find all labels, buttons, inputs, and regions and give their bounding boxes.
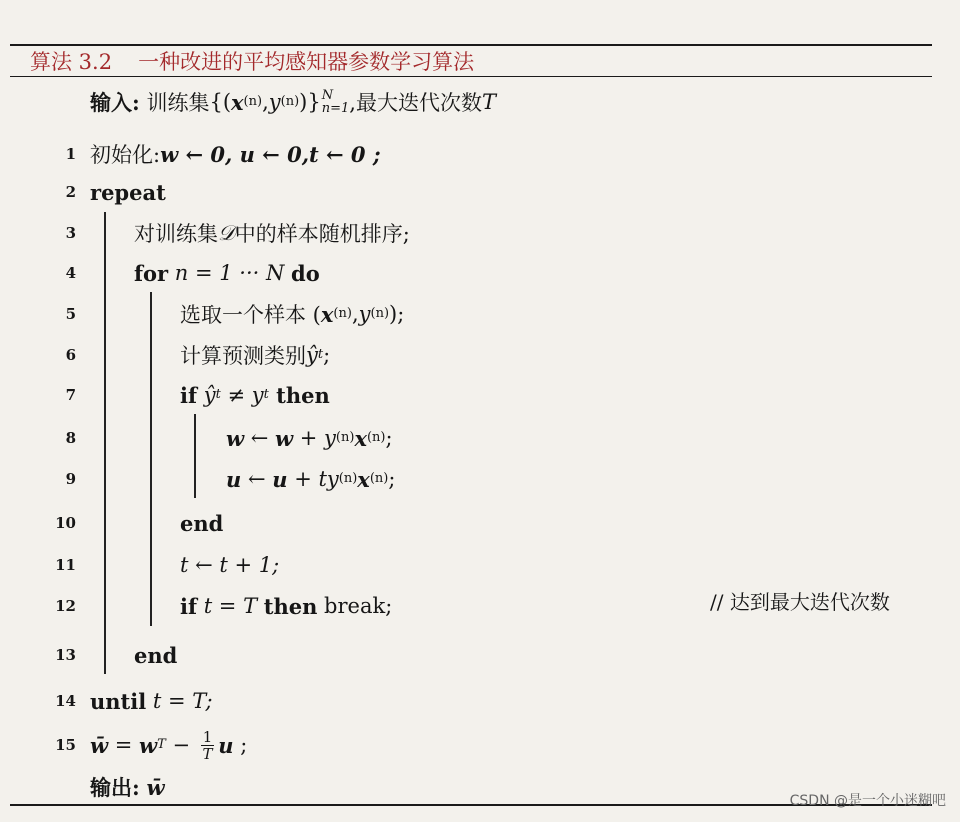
title-rule — [10, 76, 932, 77]
algorithm-name: 一种改进的平均感知器参数学习算法 — [138, 50, 475, 74]
algo-line-15: 15 w̄ = w T − $\frac{1}{T}$ u ; — [0, 725, 247, 765]
keyword-end: end — [134, 642, 178, 668]
line-text: 对训练集 — [134, 222, 218, 246]
keyword-then: then — [268, 382, 330, 408]
neq-expr: ≠ y — [220, 383, 264, 407]
algo-line-6: 6 计算预测类别 ŷ t ; — [0, 338, 330, 372]
watermark: CSDN @是一个小迷糊吧 — [789, 793, 946, 809]
line-number: 14 — [55, 692, 76, 710]
keyword-if: if — [180, 593, 198, 619]
line-number: 12 — [55, 597, 76, 615]
break-text: break; — [317, 594, 393, 618]
yhat-symbol: ŷ — [197, 383, 216, 407]
output-line — [90, 770, 165, 804]
algo-line-2 — [0, 175, 166, 209]
output-value: w̄ — [146, 774, 165, 800]
yhat-symbol: ŷ — [306, 343, 318, 367]
input-brace-close: )} — [299, 90, 321, 114]
line-end: ); — [389, 302, 405, 326]
line-text: 选取一个样本 ( — [180, 303, 321, 327]
x-symbol: x — [357, 466, 370, 492]
input-y: y — [268, 90, 281, 114]
algo-line-1 — [0, 137, 381, 171]
line-number: 4 — [65, 264, 76, 282]
plus-y: + y — [293, 426, 336, 450]
line-math: t = T — [197, 594, 264, 618]
line-number: 7 — [65, 386, 76, 404]
arrow: ← — [244, 426, 276, 450]
line-text: 初始化: — [90, 143, 161, 167]
line-number: 2 — [65, 183, 76, 201]
algo-line-9: 9 u ← u + ty (n) x (n) ; — [0, 462, 395, 496]
input-comma: , — [262, 90, 269, 114]
input-suffix: ,最大迭代次数 — [349, 91, 482, 115]
algo-line-11 — [0, 548, 279, 582]
line-number: 5 — [65, 305, 76, 323]
wbar-symbol: w̄ — [90, 732, 109, 758]
algo-line-14 — [0, 684, 213, 718]
algo-line-12 — [0, 589, 392, 623]
keyword-if: if — [180, 382, 198, 408]
equals: = — [108, 733, 140, 757]
algo-line-10 — [0, 506, 223, 540]
line-number: 8 — [65, 429, 76, 447]
dataset-symbol: 𝒟 — [218, 220, 235, 245]
line-end: ; — [233, 733, 248, 757]
plus-ty: + ty — [287, 467, 339, 491]
u-symbol: u — [218, 732, 234, 758]
algo-line-4 — [0, 256, 320, 290]
input-brace-open: {( — [209, 90, 232, 114]
w-symbol: w — [139, 732, 158, 758]
input-T: T — [481, 90, 496, 114]
line-end: ; — [323, 343, 331, 367]
line-math: w ← 0, u ← 0,t ← 0 ; — [160, 141, 381, 167]
algo-line-7: 7 if ŷ t ≠ y t then — [0, 378, 330, 412]
algo-line-8: 8 w ← w + y (n) x (n) ; — [0, 421, 393, 455]
fraction-denominator: T — [202, 744, 213, 763]
comma: , — [351, 302, 359, 326]
line-number: 11 — [55, 556, 76, 574]
w-symbol: w — [226, 425, 245, 451]
line-math: t ← t + 1; — [180, 553, 280, 577]
keyword-until: until — [90, 688, 147, 714]
line-end: ; — [388, 467, 396, 491]
keyword-repeat: repeat — [90, 179, 166, 205]
input-text: 训练集 — [146, 91, 210, 115]
input-line: 输入: 训练集 {( x (n) , y (n) )} N n=1 ,最大迭代次数 T — [90, 88, 496, 116]
algo-line-5: 5 选取一个样本 ( x (n) , y (n) ); — [0, 297, 404, 331]
line-text-2: 中的样本随机排序; — [234, 222, 410, 246]
line-number: 6 — [65, 346, 76, 364]
line-number: 1 — [65, 145, 76, 163]
line-number: 3 — [65, 224, 76, 242]
line-number: 9 — [65, 470, 76, 488]
fraction — [201, 729, 215, 762]
algorithm-title — [30, 47, 474, 75]
input-label: 输入: — [90, 90, 140, 115]
line-end: ; — [385, 426, 393, 450]
x-symbol: x — [354, 425, 367, 451]
line-math: n = 1 ··· N — [168, 261, 292, 285]
line-number: 15 — [55, 736, 76, 754]
keyword-for: for — [134, 260, 169, 286]
output-label: 输出: — [90, 775, 140, 800]
line-number: 13 — [55, 646, 76, 664]
line-number: 10 — [55, 514, 76, 532]
minus: − — [165, 733, 197, 757]
arrow: ← — [241, 467, 273, 491]
line-math: t = T; — [146, 689, 213, 713]
algo-line-3 — [0, 216, 410, 250]
u-symbol: u — [226, 466, 242, 492]
comment-text: // 达到最大迭代次数 — [710, 589, 890, 614]
input-upper-bound: N — [321, 88, 334, 103]
algo-line-13 — [0, 638, 177, 672]
algorithm-number: 算法 3.2 — [30, 50, 113, 74]
input-x: x — [231, 89, 244, 115]
u-symbol-2: u — [272, 466, 288, 492]
x-symbol: x — [320, 301, 334, 327]
w-symbol-2: w — [275, 425, 294, 451]
input-lower-bound: n=1 — [321, 101, 350, 116]
input-bounds — [322, 89, 350, 115]
line-text: 计算预测类别 — [180, 344, 306, 368]
keyword-do: do — [291, 260, 320, 286]
y-symbol: y — [358, 302, 371, 326]
keyword-end: end — [180, 510, 224, 536]
fraction-numerator: 1 — [202, 727, 213, 746]
keyword-then: then — [263, 593, 318, 619]
